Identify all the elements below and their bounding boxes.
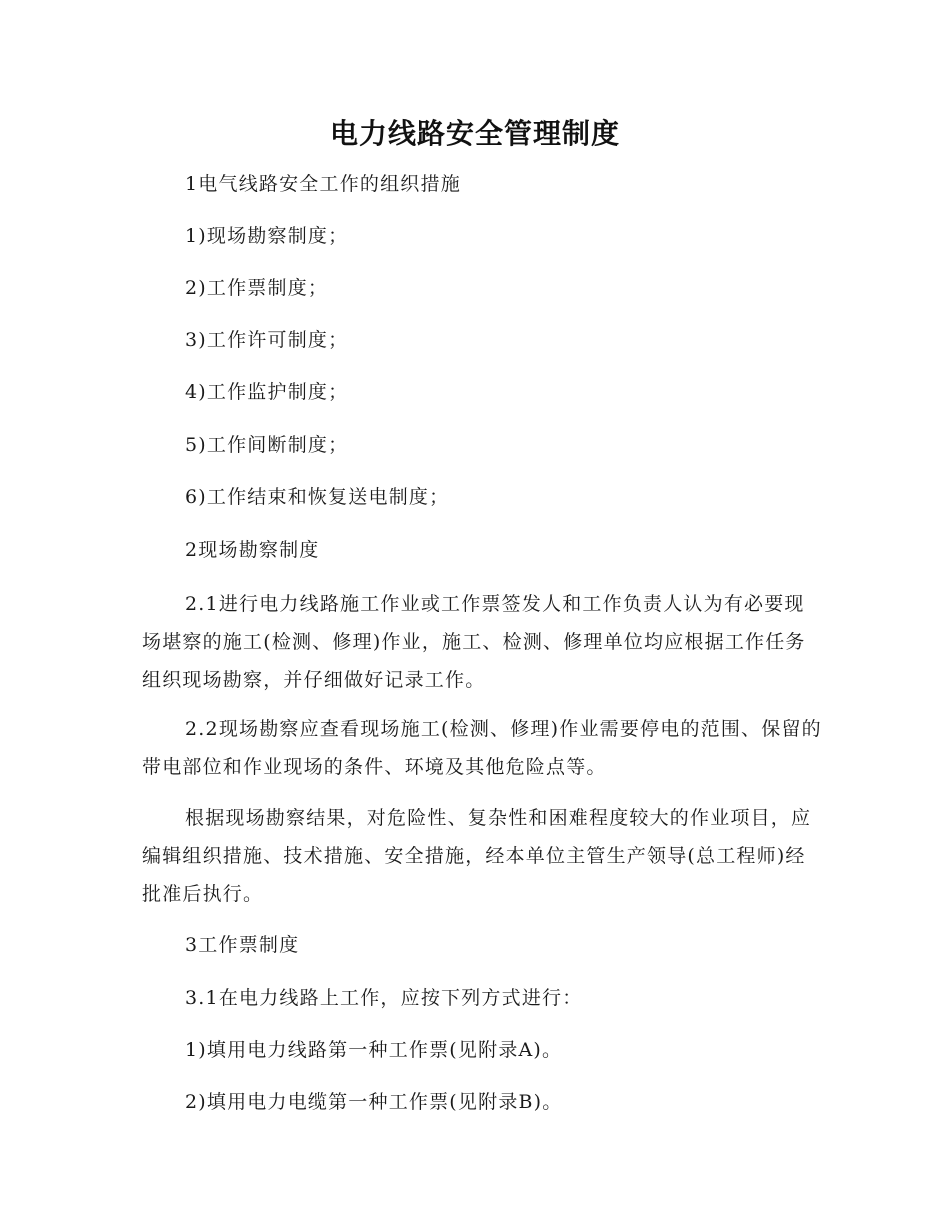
list-item: 2)工作票制度；	[185, 277, 329, 299]
list-item: 6)工作结束和恢复送电制度；	[185, 486, 450, 508]
body-paragraph: 2.1进行电力线路施工作业或工作票签发人和工作负责人认为有必要现场堪察的施工(检测、修理)作业，施工、检测、修理单位均应根据工作任务组织现场勘察，并仔细做好记录工作。	[142, 593, 806, 691]
section-heading-2: 2现场勘察制度	[185, 539, 320, 561]
list-item: 1)填用电力线路第一种工作票(见附录A)。	[185, 1039, 563, 1061]
body-paragraph: 3.1在电力线路上工作，应按下列方式进行：	[185, 987, 583, 1009]
document-title: 电力线路安全管理制度	[329, 117, 620, 150]
list-item: 4)工作监护制度；	[185, 381, 349, 403]
list-item: 3)工作许可制度；	[185, 329, 349, 351]
list-item: 2)填用电力电缆第一种工作票(见附录B)。	[185, 1091, 563, 1113]
body-paragraph: 2.2现场勘察应查看现场施工(检测、修理)作业需要停电的范围、保留的带电部位和作业现场的条件、环境及其他危险点等。	[142, 718, 822, 778]
body-paragraph: 根据现场勘察结果，对危险性、复杂性和困难程度较大的作业项目，应编辑组织措施、技术措施、安全措施，经本单位主管生产领导(总工程师)经批准后执行。	[142, 807, 812, 905]
section-heading-1: 1电气线路安全工作的组织措施	[185, 173, 461, 195]
section-heading-3: 3工作票制度	[185, 934, 300, 956]
list-item: 1)现场勘察制度；	[185, 225, 349, 247]
list-item: 5)工作间断制度；	[185, 434, 349, 456]
